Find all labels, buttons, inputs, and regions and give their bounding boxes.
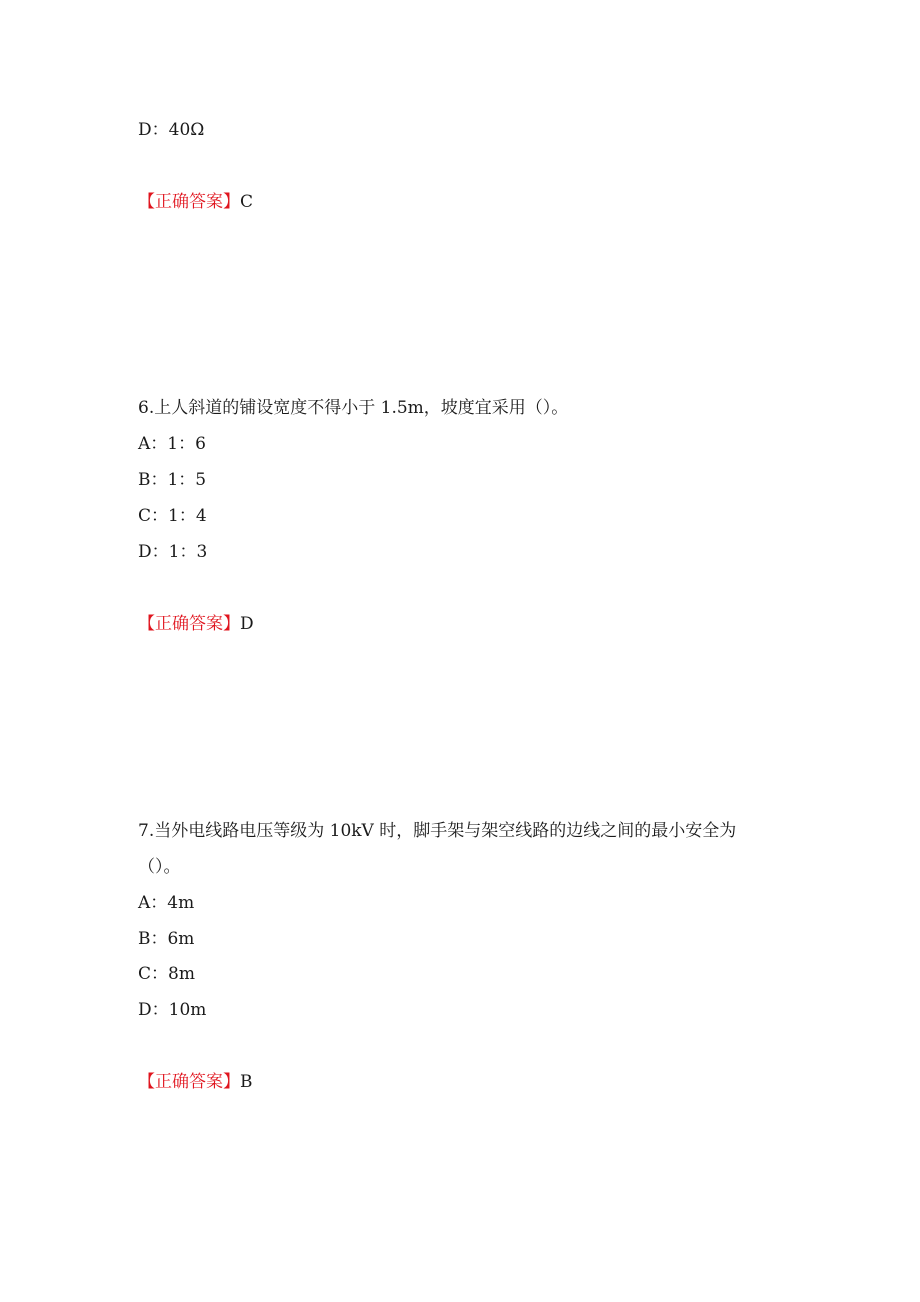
q7-question-line1: 7.当外电线路电压等级为 10kV 时，脚手架与架空线路的边线之间的最小安全为 [138, 821, 737, 841]
q5-option-d: D：40Ω [138, 120, 205, 140]
q7-option-a: A：4m [138, 893, 195, 913]
q6-question: 6.上人斜道的铺设宽度不得小于 1.5m，坡度宜采用（）。 [138, 398, 569, 418]
q7-option-b: B：6m [138, 929, 195, 949]
q6-option-b: B：1：5 [138, 470, 207, 490]
q6-option-d: D：1：3 [138, 542, 208, 562]
q5-answer-value: C [240, 192, 254, 212]
q7-answer-value: B [240, 1072, 253, 1092]
q7-option-d: D：10m [138, 1000, 207, 1020]
q6-answer-label: 【正确答案】 [138, 614, 240, 634]
q5-answer [138, 191, 253, 213]
q6-answer-value: D [240, 614, 254, 634]
q6-answer [138, 613, 254, 635]
q7-question-line2: （）。 [138, 857, 181, 877]
q7-answer [138, 1071, 253, 1093]
q6-option-a: A：1：6 [138, 434, 206, 454]
q7-answer-label: 【正确答案】 [138, 1072, 240, 1092]
q7-option-c: C：8m [138, 964, 195, 984]
q6-option-c: C：1：4 [138, 506, 207, 526]
q5-answer-label: 【正确答案】 [138, 192, 240, 212]
